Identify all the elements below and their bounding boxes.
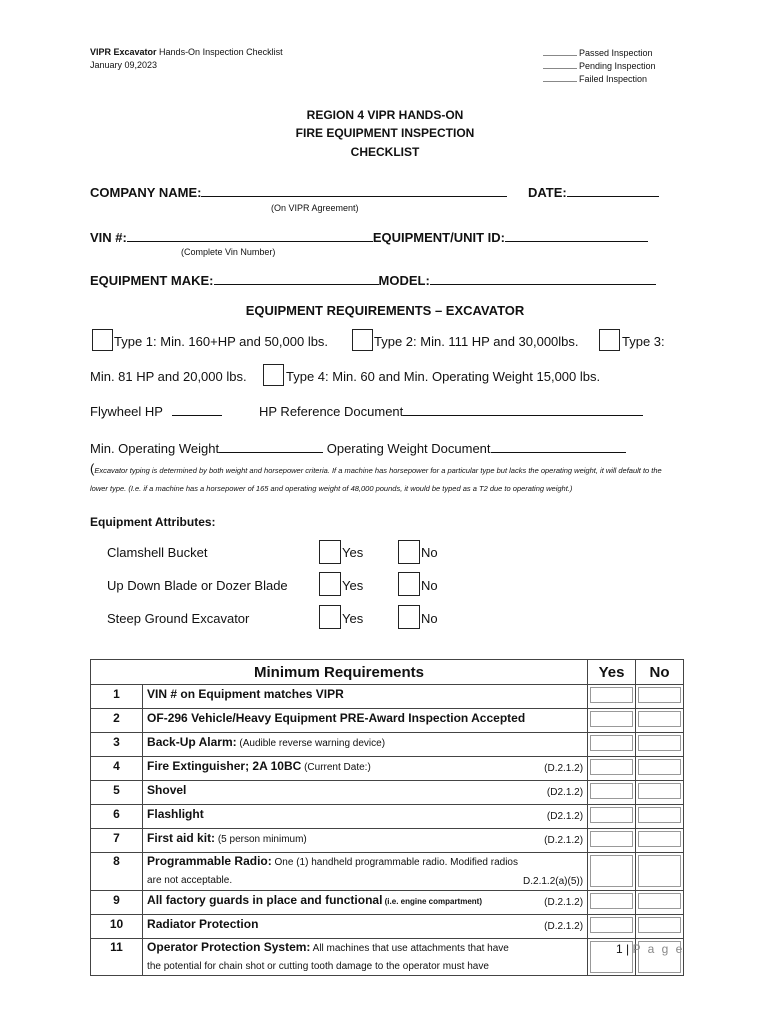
row-title: Programmable Radio: (147, 854, 272, 868)
row-note-continued: are not acceptable. (147, 875, 233, 886)
doc-title-rest: Hands-On Inspection Checklist (156, 47, 283, 57)
attr-blade-no-label: No (421, 578, 438, 593)
title-line3: CHECKLIST (350, 145, 420, 159)
typing-note: (Excavator typing is determined by both weight and horsepower criteria. If a machine has horsepower for a particular type but lacks the operating weight, it will default to the lower type. (I.e. if a machine has a horsepower of 165 and operating weight of 48,000 pounds, it would be typed as a T2 due to operating weight.) (90, 461, 662, 493)
row-yes-box[interactable] (590, 735, 633, 751)
vin-label: VIN #: (90, 230, 127, 245)
attr-blade-yes-checkbox[interactable] (319, 572, 341, 596)
row-number: 6 (91, 805, 143, 829)
weight-doc-label: Operating Weight Document (326, 441, 491, 456)
hp-doc-label: HP Reference Document (259, 404, 404, 419)
row-yes-box[interactable] (590, 807, 633, 823)
type2-label: Type 2: Min. 111 HP and 30,000lbs. (374, 334, 579, 349)
min-weight-field[interactable] (90, 440, 626, 456)
hp-doc-field[interactable] (259, 403, 643, 419)
row-note: One (1) handheld programmable radio. Modified radios (271, 857, 518, 868)
attr-clamshell-no-checkbox[interactable] (398, 540, 420, 564)
title-line1: REGION 4 VIPR HANDS-ON (306, 108, 464, 122)
row-no-box[interactable] (638, 783, 681, 799)
row-number: 10 (91, 915, 143, 939)
row-title: Operator Protection System: (147, 940, 311, 954)
make-model-field[interactable] (90, 272, 656, 288)
company-label: COMPANY NAME: (90, 185, 202, 200)
type3-label: Type 3: (622, 334, 665, 349)
doc-title-bold: VIPR Excavator (90, 47, 157, 57)
attr-blade-label: Up Down Blade or Dozer Blade (107, 578, 288, 593)
table-yes-header: Yes (588, 660, 636, 685)
title-line2: FIRE EQUIPMENT INSPECTION (295, 126, 475, 140)
vin-hint: (Complete Vin Number) (181, 247, 276, 257)
row-yes-box[interactable] (590, 893, 633, 909)
attr-clamshell-label: Clamshell Bucket (107, 545, 208, 560)
attr-clamshell-no-label: No (421, 545, 438, 560)
row-note-continued: the potential for chain shot or cutting tooth damage to the operator must have (147, 961, 489, 972)
row-title: All factory guards in place and functional (147, 893, 383, 907)
make-label: EQUIPMENT MAKE: (90, 273, 214, 288)
make-line[interactable] (214, 272, 379, 285)
row-no-box[interactable] (638, 735, 681, 751)
min-weight-line[interactable] (219, 440, 323, 453)
page-separator: | (622, 942, 633, 956)
company-name-field[interactable] (90, 184, 507, 200)
row-reference: (D.2.1.2) (544, 763, 584, 774)
table-row (91, 915, 684, 939)
row-no-box[interactable] (638, 855, 681, 887)
row-number: 3 (91, 733, 143, 757)
table-header-row (91, 660, 684, 685)
type4-label: Type 4: Min. 60 and Min. Operating Weight 15,000 lbs. (286, 369, 601, 384)
row-reference: (D2.1.2) (546, 811, 584, 822)
date-field[interactable] (528, 184, 659, 200)
table-row (91, 891, 684, 915)
row-number: 1 (91, 685, 143, 709)
vin-field[interactable] (90, 229, 648, 245)
minimum-requirements-table (90, 659, 684, 976)
legend-failed: Failed Inspection (543, 73, 647, 84)
table-row (91, 939, 684, 976)
row-number: 11 (91, 939, 143, 976)
table-row (91, 757, 684, 781)
page-number: 1 (616, 942, 623, 956)
model-line[interactable] (430, 272, 656, 285)
row-note: (i.e. engine compartment) (382, 897, 482, 906)
row-no-box[interactable] (638, 711, 681, 727)
date-line[interactable] (567, 184, 659, 197)
page-footer (616, 942, 684, 956)
row-reference: D.2.1.2(a)(5)) (523, 876, 584, 887)
attributes-heading: Equipment Attributes: (90, 515, 216, 529)
doc-date: January 09,2023 (90, 60, 158, 70)
row-title: Shovel (147, 783, 187, 797)
type4-checkbox[interactable] (263, 364, 284, 386)
doc-title (90, 47, 283, 57)
attr-clamshell-yes-label: Yes (342, 545, 364, 560)
row-yes-box[interactable] (590, 783, 633, 799)
row-no-box[interactable] (638, 807, 681, 823)
table-no-header: No (636, 660, 684, 685)
row-no-box[interactable] (638, 831, 681, 847)
type1-checkbox[interactable] (92, 329, 113, 351)
attr-blade-yes-label: Yes (342, 578, 364, 593)
hp-doc-line[interactable] (403, 403, 643, 416)
model-label: MODEL: (378, 273, 430, 288)
company-hint: (On VIPR Agreement) (271, 203, 359, 213)
row-yes-box[interactable] (590, 917, 633, 933)
row-yes-box[interactable] (590, 855, 633, 887)
row-note: All machines that use attachments that have (310, 943, 509, 954)
attr-steep-yes-checkbox[interactable] (319, 605, 341, 629)
row-title: VIN # on Equipment matches VIPR (147, 687, 344, 701)
table-row (91, 853, 684, 891)
row-note: (Audible reverse warning device) (236, 738, 386, 749)
requirements-heading: EQUIPMENT REQUIREMENTS – EXCAVATOR (245, 303, 525, 318)
page-word: P a g e (632, 942, 685, 956)
type3-checkbox[interactable] (599, 329, 620, 351)
table-row (91, 685, 684, 709)
flywheel-label: Flywheel HP (90, 404, 163, 419)
row-number: 9 (91, 891, 143, 915)
flywheel-field[interactable] (90, 403, 222, 419)
attr-steep-label: Steep Ground Excavator (107, 611, 250, 626)
weight-doc-line[interactable] (491, 440, 626, 453)
row-title: OF-296 Vehicle/Heavy Equipment PRE-Award Inspection Accepted (147, 711, 526, 725)
legend-pending: Pending Inspection (543, 60, 656, 71)
table-heading: Minimum Requirements (91, 660, 588, 685)
attr-steep-no-label: No (421, 611, 438, 626)
table-row (91, 709, 684, 733)
date-label: DATE: (528, 185, 567, 200)
row-yes-box[interactable] (590, 711, 633, 727)
flywheel-line[interactable] (172, 403, 222, 416)
attr-blade-no-checkbox[interactable] (398, 572, 420, 596)
type1-label: Type 1: Min. 160+HP and 50,000 lbs. (114, 334, 329, 349)
row-no-box[interactable] (638, 917, 681, 933)
row-no-box[interactable] (638, 759, 681, 775)
row-reference: (D.2.1.2) (544, 921, 584, 932)
row-yes-box[interactable] (590, 831, 633, 847)
row-yes-box[interactable] (590, 759, 633, 775)
attr-steep-no-checkbox[interactable] (398, 605, 420, 629)
type2-checkbox[interactable] (352, 329, 373, 351)
row-title: Flashlight (147, 807, 204, 821)
attr-steep-yes-label: Yes (342, 611, 364, 626)
row-title: First aid kit: (147, 831, 216, 845)
table-row (91, 781, 684, 805)
unit-line[interactable] (505, 229, 648, 242)
row-reference: (D.2.1.2) (544, 835, 584, 846)
row-title: Back-Up Alarm: (147, 735, 237, 749)
min-weight-label: Min. Operating Weight (90, 441, 220, 456)
row-number: 2 (91, 709, 143, 733)
legend-passed: Passed Inspection (543, 47, 653, 58)
row-no-box[interactable] (638, 687, 681, 703)
unit-label: EQUIPMENT/UNIT ID: (372, 230, 506, 245)
row-reference: (D.2.1.2) (544, 897, 584, 908)
vin-line[interactable] (127, 229, 373, 242)
table-row (91, 829, 684, 853)
attr-clamshell-yes-checkbox[interactable] (319, 540, 341, 564)
row-reference: (D2.1.2) (546, 787, 584, 798)
type3-continued: Min. 81 HP and 20,000 lbs. (90, 369, 247, 384)
row-note: (Current Date:) (301, 762, 371, 773)
row-number: 5 (91, 781, 143, 805)
row-title: Fire Extinguisher; 2A 10BC (147, 759, 302, 773)
row-no-box[interactable] (638, 893, 681, 909)
table-row (91, 805, 684, 829)
row-title: Radiator Protection (147, 917, 259, 931)
row-yes-box[interactable] (590, 687, 633, 703)
table-row (91, 733, 684, 757)
row-number: 4 (91, 757, 143, 781)
row-number: 7 (91, 829, 143, 853)
row-note: (5 person minimum) (215, 834, 307, 845)
row-number: 8 (91, 853, 143, 891)
company-line[interactable] (201, 184, 507, 197)
